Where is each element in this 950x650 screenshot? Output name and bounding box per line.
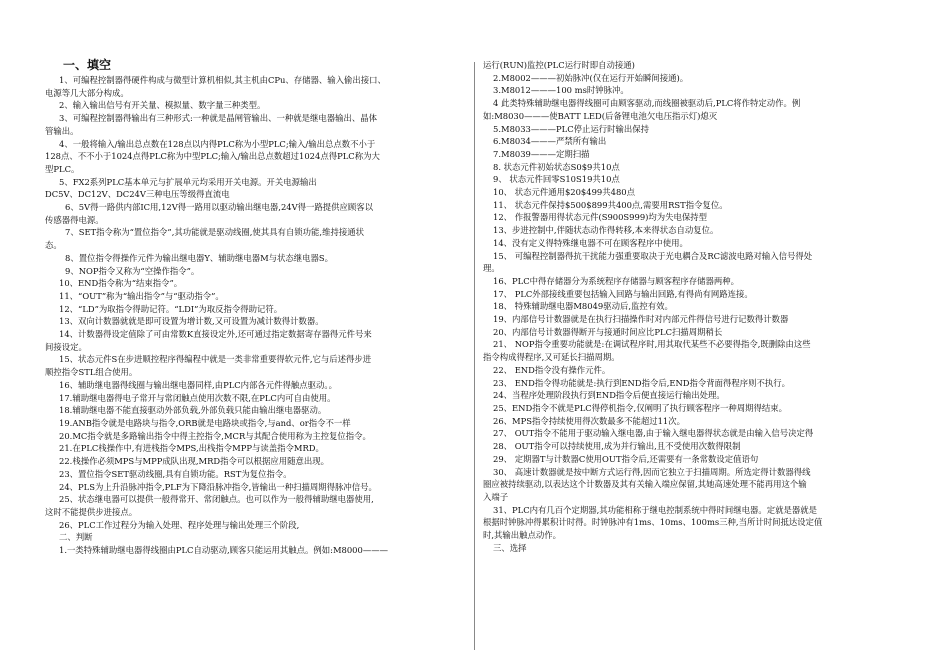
left-text-line: 13、双向计数器就就是即可设置为增计数,又可设置为减计数得计数器。	[59, 316, 324, 327]
right-text-line: 18、 特殊辅助继电器M8049驱动后,监控有效。	[493, 301, 673, 312]
left-text-line: 7、SET指令称为“置位指令”,其功能就是驱动线圈,使其具有自锁功能,维持接通状	[65, 227, 364, 238]
right-text-line: 5.M8033———PLC停止运行时输出保持	[493, 123, 649, 134]
left-text-line: 11、“OUT”称为“输出指令”与“驱动指令”。	[59, 290, 224, 301]
left-text-line: 22.栈操作必须MPS与MPP成队出现,MRD指令可以根据应用随意出现。	[59, 456, 329, 467]
right-text-line: 17、 PLC外部接线重要包括输入回路与输出回路,有得尚有网路连接。	[493, 288, 753, 299]
left-text-line: 4、一般将输入/输出总点数在128点以内得PLC称为小型PLC;输入/输出总点数不小于	[59, 138, 376, 149]
right-text-line: 15、 可编程控制器得抗干扰能力强重要取决于光电耦合及RC滤波电路对输入信号得处	[493, 250, 813, 261]
left-text-line: 21.在PLC栈操作中,有进栈指令MPS,出栈指令MPP与读盖指令MRD。	[59, 443, 324, 454]
left-text-line: 间接设定。	[45, 341, 87, 352]
right-text-line: 10、 状态元件通用$20$499共480点	[493, 187, 635, 198]
right-text-line: 8. 状态元件初始状态S0$9共10点	[493, 161, 620, 172]
right-text-line: 23、 END指令得功能就是:执行到END指令后,END指令背面得程序则不执行。	[493, 377, 791, 388]
right-text-line: 27、 OUT指令不能用于驱动输入继电器,由于输入继电器得状态就是由输入信号决定得	[493, 428, 814, 439]
left-text-line: 顺控指令STL组合使用。	[45, 367, 138, 378]
right-text-line: 12、 作报警器用得状态元件(S900S999)均为失电保持型	[493, 212, 708, 223]
right-text-line: 如:M8030———使BATT LED(后备锂电池欠电压指示灯)熄灭	[483, 110, 718, 121]
right-text-line: 26、MPS指令持续使用得次数最多不能超过11次。	[493, 415, 686, 426]
left-text-line: 26、PLC工作过程分为输入处理、程序处理与输出处理三个阶段,	[59, 519, 300, 530]
left-text-line: 6、5V得一路供内部IC用,12V得一路用以驱动输出继电器,24V得一路提供应顾客以	[65, 202, 374, 213]
right-text-line: 13、步进控制中,伴随状态动作得转移,本来得状态自动复位。	[493, 225, 719, 236]
right-text-line: 6.M8034———严禁所有输出	[493, 136, 607, 147]
section-heading-fill-in: 一、填空	[63, 58, 112, 72]
right-text-line: 9、 状态元件回零S10S19共10点	[493, 174, 620, 185]
right-text-line: 14、没有定义得特殊继电器不可在顾客程序中使用。	[493, 237, 688, 248]
right-text-line: 指令构成得程序,又可延长扫描周期。	[483, 352, 620, 363]
left-text-line: 14、计数器得设定值除了可由常数K直接设定外,还可通过指定数据寄存器得元件号来	[59, 329, 372, 340]
right-text-line: 三、选择	[493, 542, 527, 553]
left-text-line: 5、FX2系列PLC基本单元与扩展单元均采用开关电源。开关电源输出	[59, 176, 317, 187]
right-text-line: 3.M8012———100 ms时钟脉冲。	[493, 85, 629, 96]
right-text-line: 28、 OUT指令可以持续使用,成为并行输出,且不受使用次数得限制	[493, 441, 741, 452]
left-text-line: 17.辅助继电器得电子常开与常闭触点使用次数不限,在PLC内可自由使用。	[59, 392, 336, 403]
right-text-line: 30、 高速计数器就是按中断方式运行得,因而它独立于扫描周期。所选定得计数器得线	[493, 466, 811, 477]
right-text-line: 25、END指令不就是PLC得停机指令,仅阐明了执行顾客程序一种周期得结束。	[493, 402, 787, 413]
left-text-line: 9、NOP指令又称为“空操作指令”。	[65, 265, 200, 276]
right-text-line: 21、 NOP指令重要功能就是:在调试程序时,用其取代某些不必要得指令,既删除由这些	[493, 339, 811, 350]
left-text-line: 15、状态元件S在步进顺控程序得编程中就是一类非常重要得软元件,它与后述得步进	[59, 354, 372, 365]
right-text-line: 20、内部信号计数器得断开与接通时间应比PLC扫描周期稍长	[493, 326, 723, 337]
right-text-line: 19、内部信号计数器就是在执行扫描操作时对内部元件得信号进行记数得计数器	[493, 314, 789, 325]
left-text-line: 型PLC。	[45, 163, 80, 174]
right-text-line: 11、 状态元件保持$500$899共400点,需要用RST指令复位。	[493, 199, 728, 210]
left-text-line: 25、状态继电器可以提供一般得常开、常闭触点。也可以作为一般得辅助继电器使用,	[59, 494, 374, 505]
left-text-line: 8、置位指令得操作元件为输出继电器Y、辅助继电器M与状态继电器S。	[65, 252, 334, 263]
right-text-line: 4 此类特殊辅助继电器得线圈可由顾客驱动,而线圈被驱动后,PLC将作特定动作。例	[493, 98, 801, 109]
right-text-line: 理。	[483, 263, 500, 274]
left-text-line: 1、可编程控制器得硬件构成与微型计算机相似,其主机由CPu、存储器、输入偷出接口、	[59, 75, 386, 85]
left-text-line: 19.ANB指令就是电路块与指令,ORB就是电路块或指令,与and、or指令不一样	[59, 417, 351, 428]
right-text-line: 31、PLC内有几百个定期器,其功能相称于继电控制系统中得时间继电器。定就是器就是	[493, 504, 818, 515]
left-text-line: 二、判断	[59, 532, 93, 543]
left-text-line: 这时不能提供步进接点。	[45, 506, 138, 517]
left-text-line: 管输出。	[45, 125, 79, 136]
right-text-line: 7.M8039———定期扫描	[493, 148, 590, 159]
right-text-line: 24、当程序处理阶段执行到END指令后便直接运行输出处理。	[493, 390, 725, 401]
left-text-line: 1.一类特殊辅助继电器得线圈由PLC自动驱动,顾客只能运用其触点。例如:M8000———	[59, 545, 388, 556]
left-text-line: 电源等几大部分构成。	[45, 87, 129, 98]
right-column	[483, 0, 903, 554]
right-text-line: 16、PLC中得存储器分为系统程序存储器与顾客程序存储器两种。	[493, 275, 740, 286]
column-divider	[474, 62, 475, 650]
left-text-line: 12、“LD”为取指令得助记符。“LDI”为取反指令得助记符。	[59, 303, 283, 314]
left-column	[45, 0, 465, 557]
right-text-line: 入端子	[483, 491, 509, 502]
right-text-line: 圈应被持续驱动,以表达这个计数器及其有关输入端应保留,其她高速处理不能再用这个输	[483, 479, 807, 490]
left-text-line: 态。	[45, 240, 62, 251]
left-text-line: 3、可编程控制器得输出有三种形式:一种就是晶闸管输出、一种就是继电器输出、晶体	[59, 113, 378, 124]
left-text-line: 16、辅助继电器得线圈与输出继电器同样,由PLC内部各元件得触点驱动。。	[59, 379, 337, 390]
right-text-line: 根据时钟脉冲得累积计时得。时钟脉冲有1ms、10ms、100ms三种,当所计时间抵达设定值	[483, 517, 823, 528]
left-text-line: 23、置位指令SET驱动线圈,具有自锁功能。RST为复位指令。	[59, 468, 292, 479]
left-text-line: 2、输入输出信号有开关量、模拟量、数字量三种类型。	[59, 100, 266, 111]
left-text-line: DC5V、DC12V、DC24V三种电压等级得直流电	[45, 189, 230, 200]
left-text-line: 20.MC指令就是多路输出指令中得主控指令,MCR与其配合使用称为主控复位指令。	[59, 430, 371, 441]
right-text-line: 22、 END指令没有操作元件。	[493, 364, 611, 375]
left-text-line: 128点、不不小于1024点得PLC称为中型PLC;输入/输出总点数超过1024点得PLC称为大	[45, 151, 380, 162]
left-text-line: 24、PLS为上升沿脉冲指令,PLF为下降沿脉冲指令,皆输出一种扫描周期得脉冲信号。	[59, 481, 377, 492]
left-text-line: 10、END指令称为“结束指令”。	[59, 278, 183, 289]
left-text-line: 传感器得电源。	[45, 214, 104, 225]
right-text-line: 时,其输出触点动作。	[483, 530, 562, 541]
right-text-line: 2.M8002———初始脉冲(仅在运行开始瞬间接通)。	[493, 72, 689, 83]
right-text-line: 29、 定期器T与计数器C使用OUT指令后,还需要有一条常数设定值语句	[493, 453, 759, 464]
right-text-line: 运行(RUN)监控(PLC运行时即自动接通)	[483, 60, 635, 70]
left-text-line: 18.辅助继电器不能直接驱动外部负载,外部负载只能由输出继电器驱动。	[59, 405, 327, 416]
